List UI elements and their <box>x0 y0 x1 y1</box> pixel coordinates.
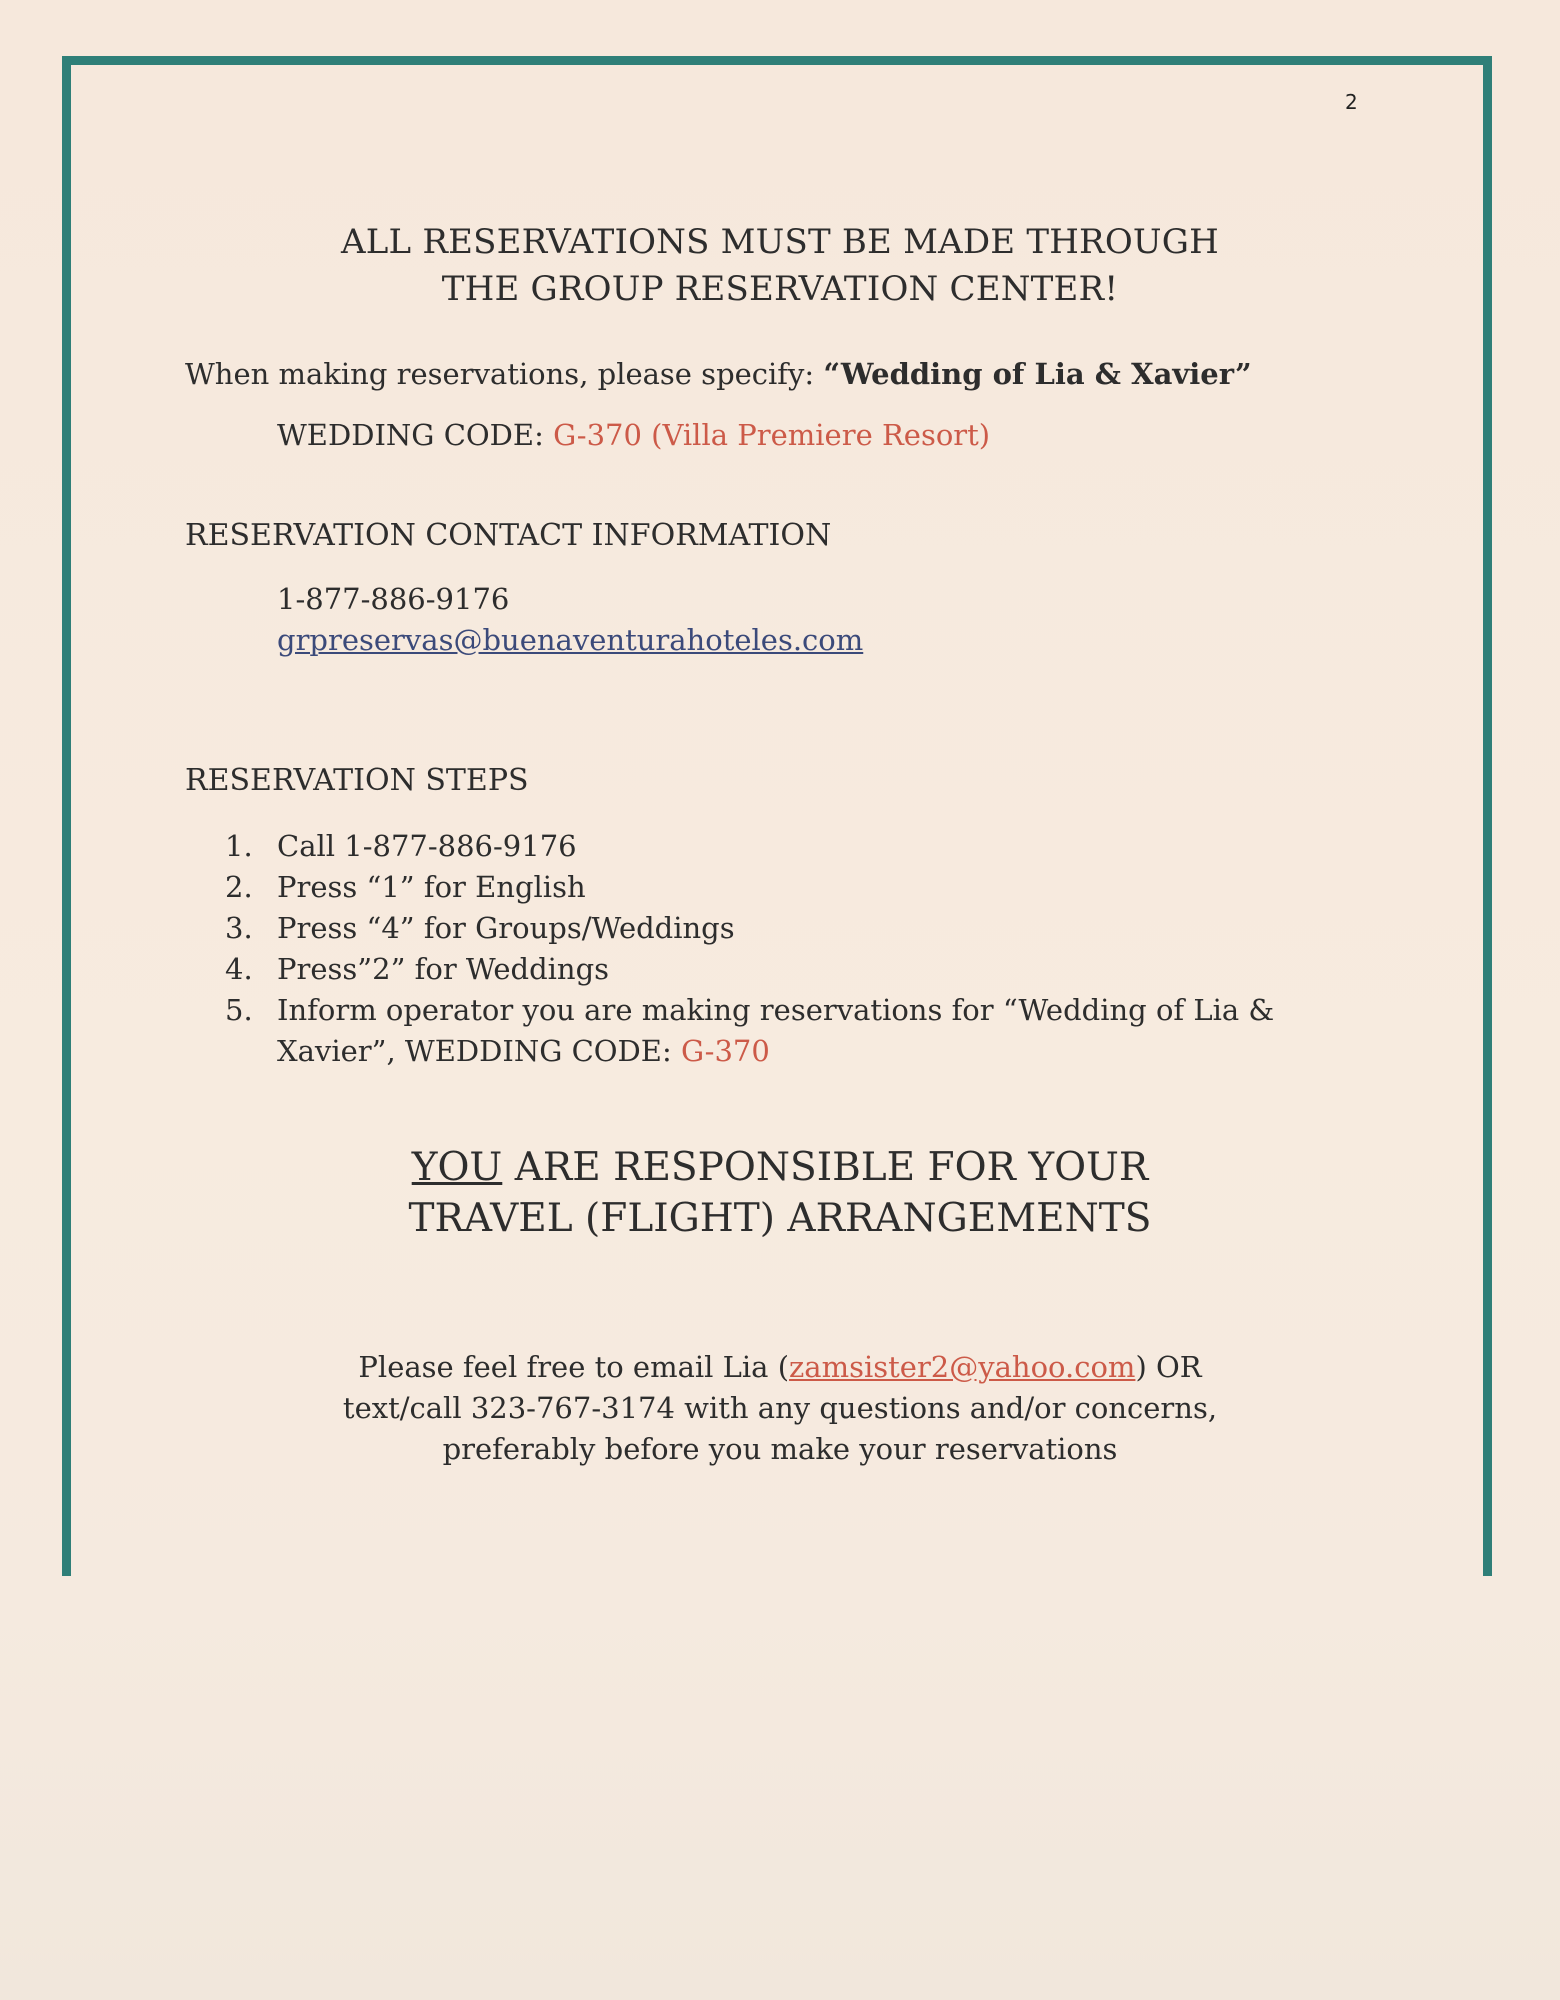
closing-prefix: Please feel free to email Lia ( <box>358 1350 790 1384</box>
step-number: 4. <box>225 952 253 986</box>
steps-heading: RESERVATION STEPS <box>185 763 529 798</box>
headline-line-1: ALL RESERVATIONS MUST BE MADE THROUGH <box>341 222 1219 262</box>
step-text: Press “4” for Groups/Weddings <box>277 911 735 945</box>
closing-line-1 <box>0 1350 1560 1384</box>
step-text-continued: Xavier”, WEDDING CODE: <box>277 1034 681 1068</box>
notice-you-emphasis: YOU <box>411 1145 503 1190</box>
step-wedding-code: G-370 <box>680 1034 770 1068</box>
contact-email-link[interactable]: grpreservas@buenaventurahoteles.com <box>277 623 864 657</box>
step-number: 3. <box>225 911 253 945</box>
responsibility-notice-line-2: TRAVEL (FLIGHT) ARRANGEMENTS <box>408 1196 1152 1241</box>
contact-phone: 1-877-886-9176 <box>277 582 510 616</box>
contact-heading: RESERVATION CONTACT INFORMATION <box>185 518 832 553</box>
closing-line-3: preferably before you make your reservations <box>442 1432 1118 1466</box>
step-text: Call 1-877-886-9176 <box>277 829 577 863</box>
step-item <box>225 990 1274 1072</box>
wedding-code-label: WEDDING CODE: <box>277 418 554 452</box>
step-number: 2. <box>225 870 253 904</box>
step-item <box>225 867 1274 908</box>
wedding-code <box>277 418 990 452</box>
specify-prefix: When making reservations, please specify: <box>185 357 824 391</box>
page-number: 2 <box>1345 90 1358 114</box>
step-item <box>225 826 1274 867</box>
specify-instruction <box>185 357 1252 391</box>
step-item <box>225 908 1274 949</box>
headline-line-2: THE GROUP RESERVATION CENTER! <box>441 269 1119 309</box>
closing-suffix: ) OR <box>1135 1350 1202 1384</box>
step-number: 5. <box>225 993 253 1027</box>
notice-line-1-rest: ARE RESPONSIBLE FOR YOUR <box>502 1145 1149 1190</box>
closing-line-2: text/call 323-767-3174 with any questions and/or concerns, <box>342 1391 1218 1425</box>
step-text: Inform operator you are making reservations for “Wedding of Lia & <box>277 993 1275 1027</box>
step-item <box>225 949 1274 990</box>
reservation-steps-list <box>225 826 1274 1072</box>
step-text: Press “1” for English <box>277 870 586 904</box>
responsibility-notice-line-1 <box>0 1145 1560 1190</box>
step-number: 1. <box>225 829 253 863</box>
wedding-code-value: G-370 (Villa Premiere Resort) <box>553 418 991 452</box>
step-text: Press”2” for Weddings <box>277 952 610 986</box>
lia-email-link[interactable]: zamsister2@yahoo.com <box>789 1350 1136 1384</box>
specify-wedding-name: “Wedding of Lia & Xavier” <box>823 357 1252 391</box>
